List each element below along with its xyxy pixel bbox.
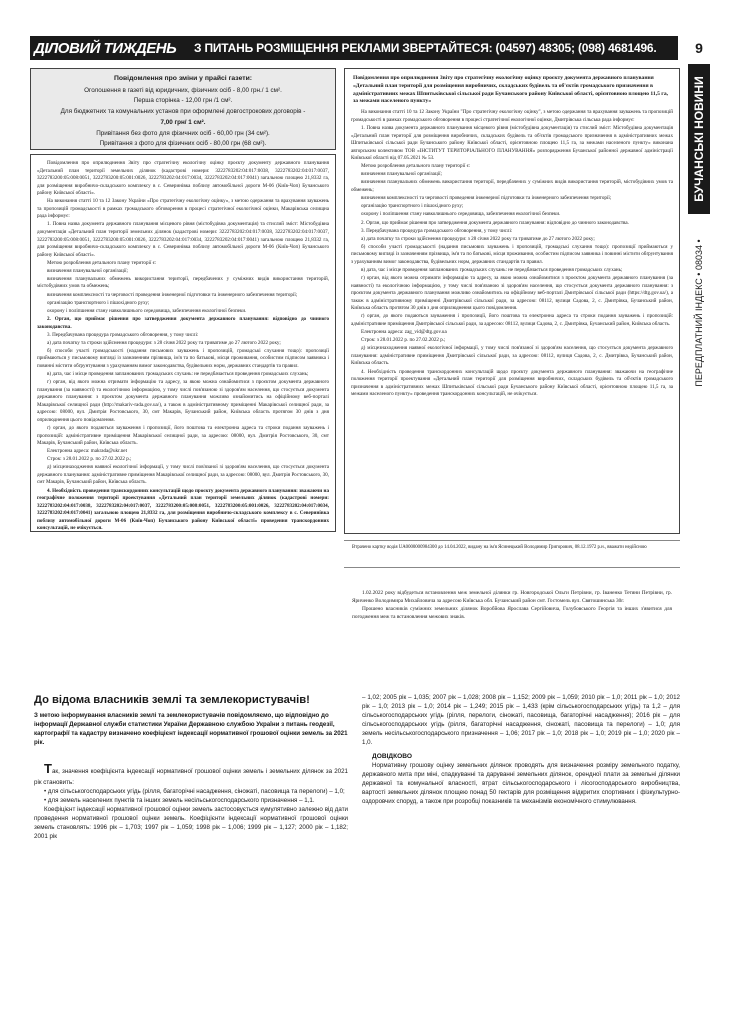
notice-paragraph: ґ) орган, до якого подаються зауваження і пропозиції, його поштова та електронна адреса та строки подання зауважень і пропозицій: адміністративне приміщення Дмитрівської сільської ради, за адресою: 08112, вулиця Садова, 2, с. Дмитрівка, Бучанський район, Київська область. — [351, 313, 673, 327]
notice-paragraph: Метою розроблення детального плану території є: — [361, 163, 471, 170]
notice-paragraph: Строк: з 28.01.2022 р. по 27.02.2022 р.; — [361, 337, 446, 344]
page-number: 9 — [695, 40, 703, 56]
ad-contact-line: З ПИТАНЬ РОЗМІЩЕННЯ РЕКЛАМИ ЗВЕРТАЙТЕСЯ: (04597) 48305; (098) 4681496. — [194, 41, 657, 55]
price-line: Для бюджетних та комунальних установ при оформлені довгострокових договорів - — [60, 108, 306, 116]
notice-paragraph: визначення комплексності та черговості проведення інженерної підготовки та інженерного забезпечення території; — [361, 195, 612, 202]
notice-paragraph: визначення комплексності та черговості проведення інженерної підготовки та інженерного забезпечення території; — [47, 291, 298, 298]
notice-paragraph: Повідомлення про оприлюднення Звіту про стратегічну екологічну оцінку проєкту документу державного планування «Детальний план території земельних ділянок (кадастрові номери: 3222783202:04:017:0038, 3222783202:04:017:0037, 3222783200:05:008:0051, 3222783200:05:001:0026, 3222783202:04:017:0034, 3222783202:04:017:0041) загальною площею 21,8332 га, для розміщення виробничо-складського комплексу в с. Северинівка поблизу автомобільної дороги М-06 (Київ-Чоп) Бучанського району Київської області». — [37, 160, 329, 197]
lost-document-notice: Втрачено картку водія UA0000000984300 до 14.04.2022, видану на ім'я Ясинецький Володимир Григорович, 08.12.1972 р.н., вважати недійсною — [344, 540, 680, 568]
masthead: ДІЛОВИЙ ТИЖДЕНЬ — [34, 39, 177, 57]
notice-paragraph: а) дата початку та строки здійснення процедури: з 28 січня 2022 року та триватиме до 27 лютого 2022 року; — [361, 235, 595, 242]
left-notice — [30, 154, 336, 532]
price-line: Перша сторінка - 12,00 грн /1 см². — [133, 97, 233, 105]
notice-paragraph: 1. Повна назва документа державного планування місцевого рівня (містобудівна документація) та стислий зміст: Містобудівна документація «Детальний план території для розміщення виробничих, складських будівель та об'єктів громадського призначення в адміністративних межах Шпитьківської сільської ради Бучанського району Київської області, орієнтовною площею 11,5 га, за межами населеного пункту» виконана авторським колективом ТОВ «ІНСТИТУТ ТЕРИТОРІАЛЬНОГО ПЛАНУВАННЯ» розпорядження Бучанської районної державної адміністрації Київської області від 07.05.2021 № 53. — [351, 124, 673, 162]
notice-paragraph: г) орган, від якого можна отримати інформацію та адресу, за якою можна ознайомитися з проєктом документа державного планування (за наявності) та екологічною інформацією, у тому числі пов'язаною зі здоров'ям населення, що стосується документа державного планування: з проєктом документа державного планування можливо ознайомитись на офіційному веб-порталі Макарівської селищної ради (http://makariv-rada.gov.ua/), а також в адміністративному приміщенні Макарівської селищної ради, за адресою: 08000, вул. Дмитрія Ростовського, 30, смт Макарів, Бучанський район, Київська область протягом 30 днів з дня оприлюднення цього повідомлення. — [37, 379, 329, 423]
page-header — [30, 36, 678, 60]
price-notice — [30, 68, 336, 150]
right-notice-title: Повідомлення про оприлюднення Звіту про стратегічну екологічну оцінку проєкту документа державного планування «Детальний план території для розміщення виробничих, складських будівель та об'єктів громадського призначення в адміністративних межах Шпитьківської сільської ради Бучанського району Київської області, орієнтовною площею 11,5 га, за межами населеного пункту» — [353, 75, 669, 105]
notice-paragraph: визначення планувальних обмежень використання території, передбачених у суміжних видів використання територій, містобудівних умов та обмежень; — [37, 275, 329, 290]
notice-paragraph: ґ) орган, до якого подаються зауваження і пропозиції, його поштова та електронна адреса та строки подання зауважень і пропозицій: адміністративне приміщення Макарівської селищної ради, за адресою: 08000, вул. Дмитрія Ростовського, 30, смт Макарів, Бучанський район, Київська область. — [37, 424, 329, 447]
notice-paragraph: охорону і поліпшення стану навколишнього середовища, забезпечення екологічної безпеки. — [361, 211, 561, 218]
notice-paragraph: в) дата, час і місце проведення запланованих громадських слухань: не передбачається проведення громадських слухань; — [361, 267, 623, 274]
side-brand-bar — [688, 64, 710, 214]
land-article-lead: З метою інформування власників землі та землекористувачів повідомляємо, що відповідно до інформації Державної служби статистики України Державною службою України з питань геодезії, картографії та кадастру визначено коефіцієнт індексації нормативної грошової оцінки земель за 2021 рік. — [34, 712, 348, 746]
notice-paragraph: б) способи участі громадськості (надання письмових зауважень і пропозицій, громадські слухання тощо): пропозиції приймаються у письмовому вигляді із зазначенням прізвища, ім'я та по батькові, місця проживання, особистим підписом заявника і повинні містити обґрунтування з урахуванням вимог законодавства, будівельних норм, державних стандартів та правил. — [37, 347, 329, 369]
notice-paragraph: визначення планувальних обмежень використання території, передбачених у суміжних видів використання територій, містобудівних умов та обмежень; — [351, 179, 673, 193]
notice-paragraph: Електронна адреса: makrada@ukr.net — [47, 448, 127, 455]
side-brand: БУЧАНСЬКІ НОВИНИ — [692, 76, 706, 202]
price-line: 7,00 грн/ 1 см². — [160, 118, 206, 126]
notice-paragraph: охорону і поліпшення стану навколишнього середовища, забезпечення екологічної безпеки. — [47, 307, 247, 314]
land-article-title: До відома власників землі та землекористувачів! — [34, 694, 310, 706]
notice-paragraph: а) дата початку та строки здійснення процедури: з 28 січня 2022 року та триватиме до 27 лютого 2022 року; — [47, 339, 281, 346]
price-line: Оголошення в газеті від юридичних, фізичних осіб - 8,00 грн./ 1 см². — [84, 86, 282, 94]
notice-paragraph: д) місцезнаходження наявної екологічної інформації, у тому числі пов'язаної зі здоров'ям населення, що стосується документа державного планування: адміністративне приміщення Дмитрівської сільської ради, за адресою: 08112, вулиця Садова, 2, с. Дмитрівка, Бучанський район, Київська область. — [351, 345, 673, 367]
right-notice — [344, 68, 680, 534]
notice-paragraph: 2. Орган, що приймає рішення про затвердження документа державного планування: відповідно до чинного законодавства. — [37, 315, 329, 330]
notice-paragraph: 3. Передбачувана процедура громадського обговорення, у тому числі: — [361, 227, 513, 234]
notice-paragraph: б) способи участі громадськості (надання письмових зауважень і пропозицій, громадські слухання тощо): пропозиції приймаються у письмовому вигляді із зазначенням прізвища, ім'я та по батькові, місця проживання, особистим підписом заявника і повинні містити обґрунтування з урахуванням вимог законодавства, будівельних норм, державних стандартів та правил. — [351, 243, 673, 265]
notice-paragraph: г) орган, від якого можна отримати інформацію та адресу, за якою можна ознайомитися з проєктом документа державного планування (за наявності) та екологічною інформацією, у тому числі пов'язаною зі здоров'ям населення, що стосується документа державного планування: з проєктом документа державного планування можливо ознайомитись на офіційному веб-порталі Дмитрівської сільської ради (https://dtg.gov.ua/), а також в адміністративному приміщенні Дмитрівської сільської ради, за адресою: 08112, вулиця Садова, 2, с. Дмитрівка, Бучанський район, Київська область протягом 30 днів з дня оприлюднення цього повідомлення. — [351, 275, 673, 312]
notice-paragraph: 1. Повна назва документа державного планування місцевого рівня (містобудівна документація) та стислий зміст: Містобудівна документація «Детальний план території земельних ділянок (кадастрові номери: 3222783202:04:017:0038, 3222783202:04:017:0037, 3222783200:05:008:0051, 3222783200:05:001:0026, 3222783202:04:017:0034, 3222783202:04:017:0041) загальною площею 21,8332 га, для розміщення виробничо-складського комплексу в с. Северинівка поблизу автомобільної дороги М-06 (Київ-Чоп) Бучанського району Київської області». — [37, 221, 329, 258]
notice-paragraph: в) дата, час і місце проведення запланованих громадських слухань: не передбачається проведення громадських слухань; — [47, 371, 309, 378]
notice-paragraph: 4. Необхідність проведення транскордонних консультацій щодо проєкту документа державного планування: зважаючи на географічне положення території проектування «Детальний план території для розміщення виробничих, складських будівель та об'єктів громадського призначення в адміністративних межах Шпитьківської сільської ради Бучанського району Київської області, орієнтовною площею 11,5 га, за межами населеного пункту» проведення транскордонних консультацій, не очікується. — [351, 368, 673, 398]
side-index-text: ПЕРЕДПЛАТНИЙ ІНДЕКС • 08034 • — [694, 239, 704, 387]
notice-paragraph: 4. Необхідність проведення транскордонних консультацій щодо проєкту документа державного планування: зважаючи на географічне положення території проектування «Детальний план території земельних ділянок (кадастрові номери: 3222783202:04:017:0038, 3222783202:04:017:0037, 3222783200:05:008:0051, 3222783200:05:001:0026, 3222783202:04:017:0034, 3222783202:04:017:0041) загальною площею 21,8332 га, для розміщення виробничо-складського комплексу в с. Северинівка поблизу автомобільної дороги М-06 (Київ-Чоп) Бучанського району Київської області» проведення транскордонних консультацій, не очікується. — [37, 487, 329, 532]
land-article-col2 — [362, 694, 680, 807]
price-title: Повідомлення про зміни у прайсі газети: — [113, 75, 253, 82]
land-paragraph: Так, значення коефіцієнта індексації нормативної грошової оцінки земель і земельних ділянок за 2021 рік становить: — [34, 761, 348, 786]
boundary-paragraph: 1.02.2022 року відбудеться встановлення меж земельної ділянки гр. Новгородської Ольги Петрівни, гр. Іваненко Тетяни Петрівни, гр. Яриченко Володимира Михайловича за адресою Київська обл. Бучанський район смт. Гостомель вул. Святошинська 30г. — [352, 590, 672, 604]
notice-paragraph: На виконання статті 10 та 12 Закону України "Про стратегічну екологічну оцінку", з метою одержання та врахування зауважень та пропозицій громадськості в рамках громадського обговорення в процесі стратегічної екологічної оцінки, Дмитрівська сільська рада інформує: — [351, 109, 673, 123]
land-bullet: • для сільськогосподарських угідь (рілля, багаторічні насадження, сіножаті, пасовища та перелоги) – 1,0; — [44, 787, 345, 795]
land-article-col1 — [30, 760, 348, 842]
notice-paragraph: На виконання статті 10 та 12 Закону України «Про стратегічну екологічну оцінку», з метою одержання та врахування зауважень та пропозицій громадськості в рамках громадського обговорення в процесі стратегічної екологічної оцінки, Макарівська селищна рада інформує: — [37, 198, 329, 220]
boundary-paragraph: Прошено власників суміжних земельних ділянок Воробйова Ярослава Сергійовича, Голубовського Георгія та інших з'явитися для погодження меж та встановлення межових знаків. — [352, 605, 672, 620]
notice-paragraph: Електронна адреса: zag_vid@dtg.gov.ua — [361, 329, 447, 336]
notice-paragraph: організацію транспортного і пішохідного руху; — [47, 299, 150, 306]
land-paragraph: – 1,02; 2005 рік – 1,035; 2007 рік – 1,028; 2008 рік – 1,152; 2009 рік – 1,059; 2010 рік – 1,0; 2011 рік – 1,0; 2012 рік – 1,0; 2013 рік – 1,0; 2014 рік – 1,249; 2015 рік – 1,433 (крім сільськогосподарських угідь) та 1,2 – для сільськогосподарських угідь (рілля, перелоги, сіножаті, пасовища, багаторічні насадження); 2016 рік – для сільськогосподарських угідь (рілля, багаторічні насадження, сіножаті, пасовища та перелоги) – 1,0; для земель несільськогосподарського призначення – 1,06; 2017 рік – 1,0; 2018 рік – 1,0; 2019 рік – 1,0; 2020 рік – 1,0. — [362, 694, 680, 746]
notice-paragraph: організацію транспортного і пішохідного руху; — [361, 203, 464, 210]
notice-paragraph: 3. Передбачувана процедура громадського обговорення, у тому числі: — [47, 331, 199, 338]
price-line: Привітання з фото для фізичних осіб - 80,00 грн (68 см²). — [99, 140, 267, 148]
side-index — [688, 218, 710, 408]
notice-paragraph: 2. Орган, що приймає рішення про затвердження документа державного планування: відповідно до чинного законодавства. — [361, 219, 629, 226]
boundary-notice — [344, 590, 680, 680]
notice-paragraph: визначення планувальної організації; — [47, 267, 128, 274]
notice-paragraph: д) місцезнаходження наявної екологічної інформації, у тому числі пов'язаної зі здоров'ям населення, що стосується документа державного планування: адміністративне приміщення Макарівської селищної ради, за адресою: 08000, вул. Дмитрія Ростовського, 30, смт Макарів, Бучанський район, Київська область. — [37, 464, 329, 486]
land-bullet: • для земель населених пунктів та інших земель несільськогосподарського призначення – 1,1. — [44, 796, 315, 804]
notice-paragraph: визначення планувальної організації; — [361, 171, 442, 178]
notice-paragraph: Строк: з 28.01.2022 р. по 27.02.2022 р.; — [47, 456, 132, 463]
land-paragraph: Коефіцієнт індексації нормативної грошової оцінки земель застосовується кумулятивно залежно від дати проведення нормативної грошової оцінки земель. Коефіцієнти індексації нормативної грошової оцінки земель становлять: 1996 рік – 1,703; 1997 рік – 1,059; 1998 рік – 1,006; 1999 рік – 1,127; 2000 рік – 1,182; 2001 рік — [34, 805, 348, 840]
land-paragraph: Нормативну грошову оцінку земельних ділянок проводять для визначення розміру земельного податку, державного мита при міні, спадкуванні та даруванні земельних ділянок, орендної плати за земельні ділянки державної та комунальної власності, втрат сільськогосподарського і лісогосподарського виробництва, вартості земельних ділянок площею понад 50 гектарів для розміщення відкритих спортивних і фізкультурно-оздоровчих споруд, а також при розробці показників та механізмів економічного стимулювання. — [362, 762, 680, 806]
land-subheading: ДОВІДКОВО — [372, 752, 412, 760]
price-line: Привітання без фото для фізичних осіб - 60,00 грн (34 см²). — [96, 129, 270, 137]
notice-paragraph: Метою розроблення детального плану території є: — [47, 259, 157, 266]
